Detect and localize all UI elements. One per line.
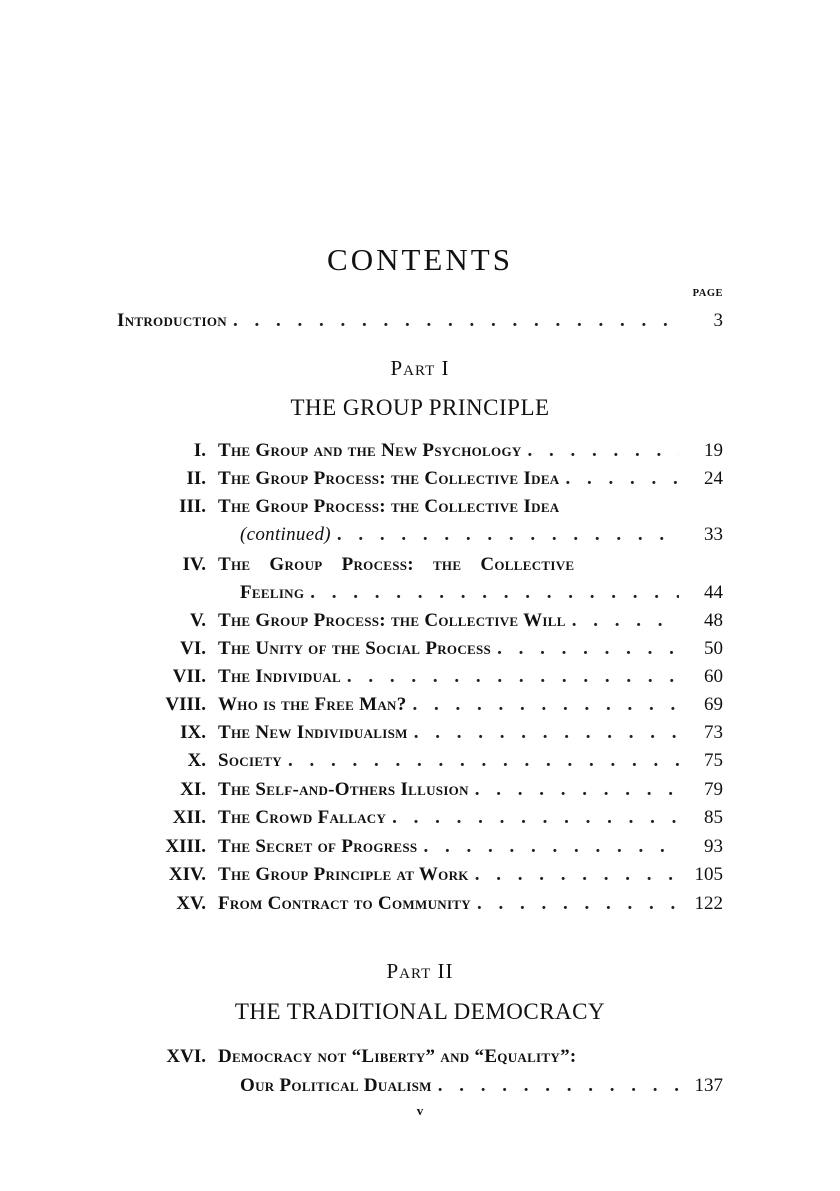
toc-entry-page: 60 <box>704 666 723 687</box>
chapter-numeral: VII. <box>172 666 206 687</box>
chapter-numeral: II. <box>186 468 206 489</box>
toc-entry-title-continued: Feeling <box>240 582 305 603</box>
toc-entry[interactable] <box>218 808 723 827</box>
dot-leader <box>497 639 679 658</box>
toc-entry[interactable] <box>218 865 723 884</box>
toc-entry[interactable] <box>240 525 723 544</box>
part-heading: THE TRADITIONAL DEMOCRACY <box>234 999 606 1024</box>
toc-entry-page: 105 <box>694 864 723 885</box>
page-column-label: PAGE <box>692 288 723 299</box>
chapter-numeral: XVI. <box>166 1046 206 1067</box>
toc-entry-title: The Individual <box>218 666 341 687</box>
dot-leader <box>413 695 679 714</box>
toc-entry-title: Society <box>218 750 282 771</box>
toc-entry-page: 19 <box>704 440 723 461</box>
toc-entry[interactable] <box>218 837 723 856</box>
toc-entry[interactable] <box>218 441 723 460</box>
page-title: CONTENTS <box>327 242 513 277</box>
toc-entry-page: 79 <box>704 779 723 800</box>
dot-leader <box>475 780 679 799</box>
toc-entry-page: 33 <box>704 524 723 545</box>
toc-entry-title: The Group Process: the Collective Idea <box>218 468 560 489</box>
chapter-numeral: I. <box>193 440 206 461</box>
toc-entry-first-line[interactable] <box>218 1047 723 1066</box>
part-label: Part II <box>386 959 454 983</box>
toc-entry-title: From Contract to Community <box>218 893 471 914</box>
toc-entry-page: 122 <box>694 893 723 914</box>
toc-entry[interactable] <box>218 611 723 630</box>
toc-entry-page: 73 <box>704 722 723 743</box>
toc-entry-page: 137 <box>694 1075 723 1096</box>
dot-leader <box>347 667 679 686</box>
toc-entry-title: The Crowd Fallacy <box>218 807 387 828</box>
toc-entry[interactable] <box>218 780 723 799</box>
chapter-numeral: III. <box>179 496 206 517</box>
toc-entry[interactable] <box>218 723 723 742</box>
toc-entry-title: The Secret of Progress <box>218 836 418 857</box>
toc-entry-page: 50 <box>704 638 723 659</box>
toc-entry-first-line[interactable] <box>218 555 723 574</box>
toc-entry-title: The Group Principle at Work <box>218 864 469 885</box>
toc-entry[interactable] <box>218 695 723 714</box>
toc-entry-first-line[interactable] <box>218 497 723 516</box>
toc-entry-title: The Group and the New Psychology <box>218 440 522 461</box>
toc-entry-title: The Self-and-Others Illusion <box>218 779 469 800</box>
chapter-numeral: XV. <box>176 893 206 914</box>
toc-entry[interactable] <box>218 751 723 770</box>
toc-entry-title: The Group Process: the Collective Idea <box>218 496 560 517</box>
dot-leader <box>310 583 679 602</box>
toc-entry-title: Who is the Free Man? <box>218 694 407 715</box>
chapter-numeral: XII. <box>172 807 206 828</box>
toc-entry-introduction[interactable] <box>117 311 723 330</box>
toc-entry[interactable] <box>218 639 723 658</box>
part-label: Part I <box>390 356 450 380</box>
toc-entry-page: 69 <box>704 694 723 715</box>
toc-entry-title-continued: Our Political Dualism <box>240 1075 432 1096</box>
dot-leader <box>288 751 679 770</box>
toc-entry[interactable] <box>240 583 723 602</box>
chapter-numeral: V. <box>189 610 206 631</box>
dot-leader <box>528 441 679 460</box>
toc-entry[interactable] <box>218 894 723 913</box>
chapter-numeral: IV. <box>182 554 206 575</box>
chapter-numeral: VIII. <box>165 694 206 715</box>
dot-leader <box>392 808 679 827</box>
chapter-numeral: IX. <box>180 722 206 743</box>
toc-entry-page: 48 <box>704 610 723 631</box>
toc-entry-title: Introduction <box>117 310 227 331</box>
toc-entry-page: 75 <box>704 750 723 771</box>
toc-entry-title: The Unity of the Social Process <box>218 638 492 659</box>
toc-entry-title-continued: (continued) <box>240 524 331 545</box>
toc-entry-page: 3 <box>713 310 723 331</box>
part-heading: THE GROUP PRINCIPLE <box>290 395 550 420</box>
toc-entry-title: The Group Process: the Collective Will <box>218 610 566 631</box>
dot-leader <box>414 723 679 742</box>
chapter-numeral: VI. <box>180 638 206 659</box>
chapter-numeral: XIV. <box>168 864 206 885</box>
chapter-numeral: XI. <box>180 779 206 800</box>
dot-leader <box>337 525 679 544</box>
toc-entry[interactable] <box>218 667 723 686</box>
dot-leader <box>565 469 679 488</box>
dot-leader <box>423 837 679 856</box>
toc-entry-title: Democracy not “Liberty” and “Equality”: <box>218 1046 577 1067</box>
dot-leader <box>438 1076 679 1095</box>
toc-entry[interactable] <box>240 1076 723 1095</box>
chapter-numeral: XIII. <box>165 836 206 857</box>
toc-entry-title: The New Individualism <box>218 722 408 743</box>
toc-entry-page: 85 <box>704 807 723 828</box>
dot-leader <box>233 311 679 330</box>
toc-entry-title: The Group Process: the Collective <box>218 554 575 575</box>
toc-entry-page: 24 <box>704 468 723 489</box>
toc-entry-page: 93 <box>704 836 723 857</box>
page-folio: v <box>416 1103 424 1118</box>
dot-leader <box>477 894 679 913</box>
chapter-numeral: X. <box>187 750 206 771</box>
toc-entry[interactable] <box>218 469 723 488</box>
dot-leader <box>572 611 679 630</box>
toc-entry-page: 44 <box>704 582 723 603</box>
dot-leader <box>475 865 679 884</box>
